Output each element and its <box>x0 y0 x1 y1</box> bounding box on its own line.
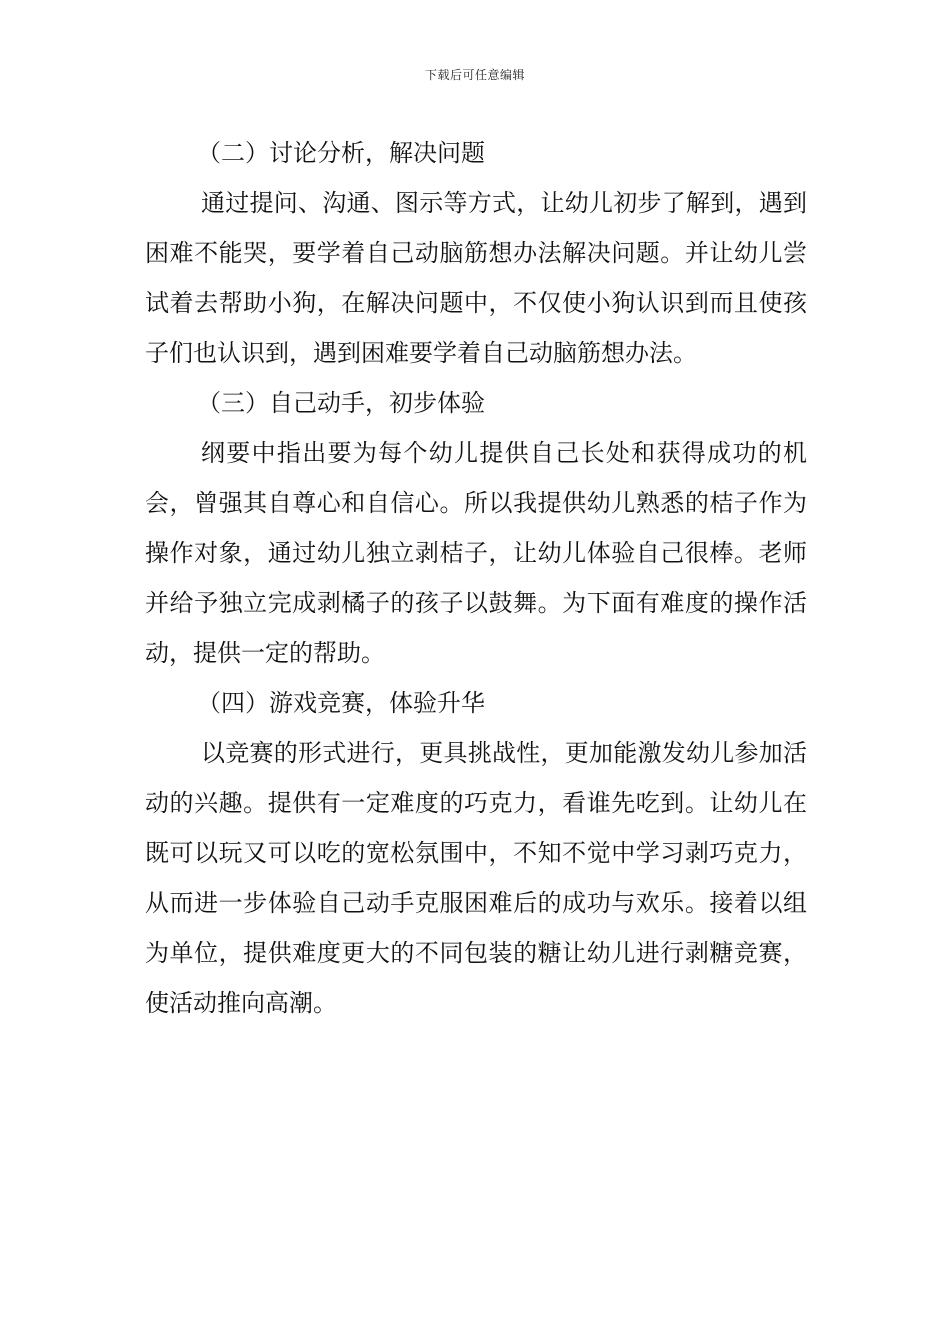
header-note: 下载后可任意编辑 <box>424 68 525 82</box>
section-paragraph-4: 以竞赛的形式进行，更具挑战性，更加能激发幼儿参加活动的兴趣。提供有一定难度的巧克力，看谁先吃到。让幼儿在既可以玩又可以吃的宽松氛围中，不知不觉中学习剥巧克力，从而进一步体验自己动手克服困难后的成功与欢乐。接着以组为单位，提供难度更大的不同包装的糖让幼儿进行剥糖竞赛，使活动推向高潮。 <box>145 739 807 1017</box>
document-body <box>145 128 807 1028</box>
section-heading-3: （三）自己动手，初步体验 <box>197 389 485 417</box>
section-paragraph-3: 纲要中指出要为每个幼儿提供自己长处和获得成功的机会，曾强其自尊心和自信心。所以我提供幼儿熟悉的桔子作为操作对象，通过幼儿独立剥桔子，让幼儿体验自己很棒。老师并给予独立完成剥橘子的孩子以鼓舞。为下面有难度的操作活动，提供一定的帮助。 <box>145 439 807 667</box>
section-paragraph-2: 通过提问、沟通、图示等方式，让幼儿初步了解到，遇到困难不能哭，要学着自己动脑筋想办法解决问题。并让幼儿尝试着去帮助小狗，在解决问题中，不仅使小狗认识到而且使孩子们也认识到，遇到困难要学着自己动脑筋想办法。 <box>145 189 807 367</box>
section-heading-4: （四）游戏竞赛，体验升华 <box>197 689 485 717</box>
section-heading-2: （二）讨论分析，解决问题 <box>197 139 485 167</box>
